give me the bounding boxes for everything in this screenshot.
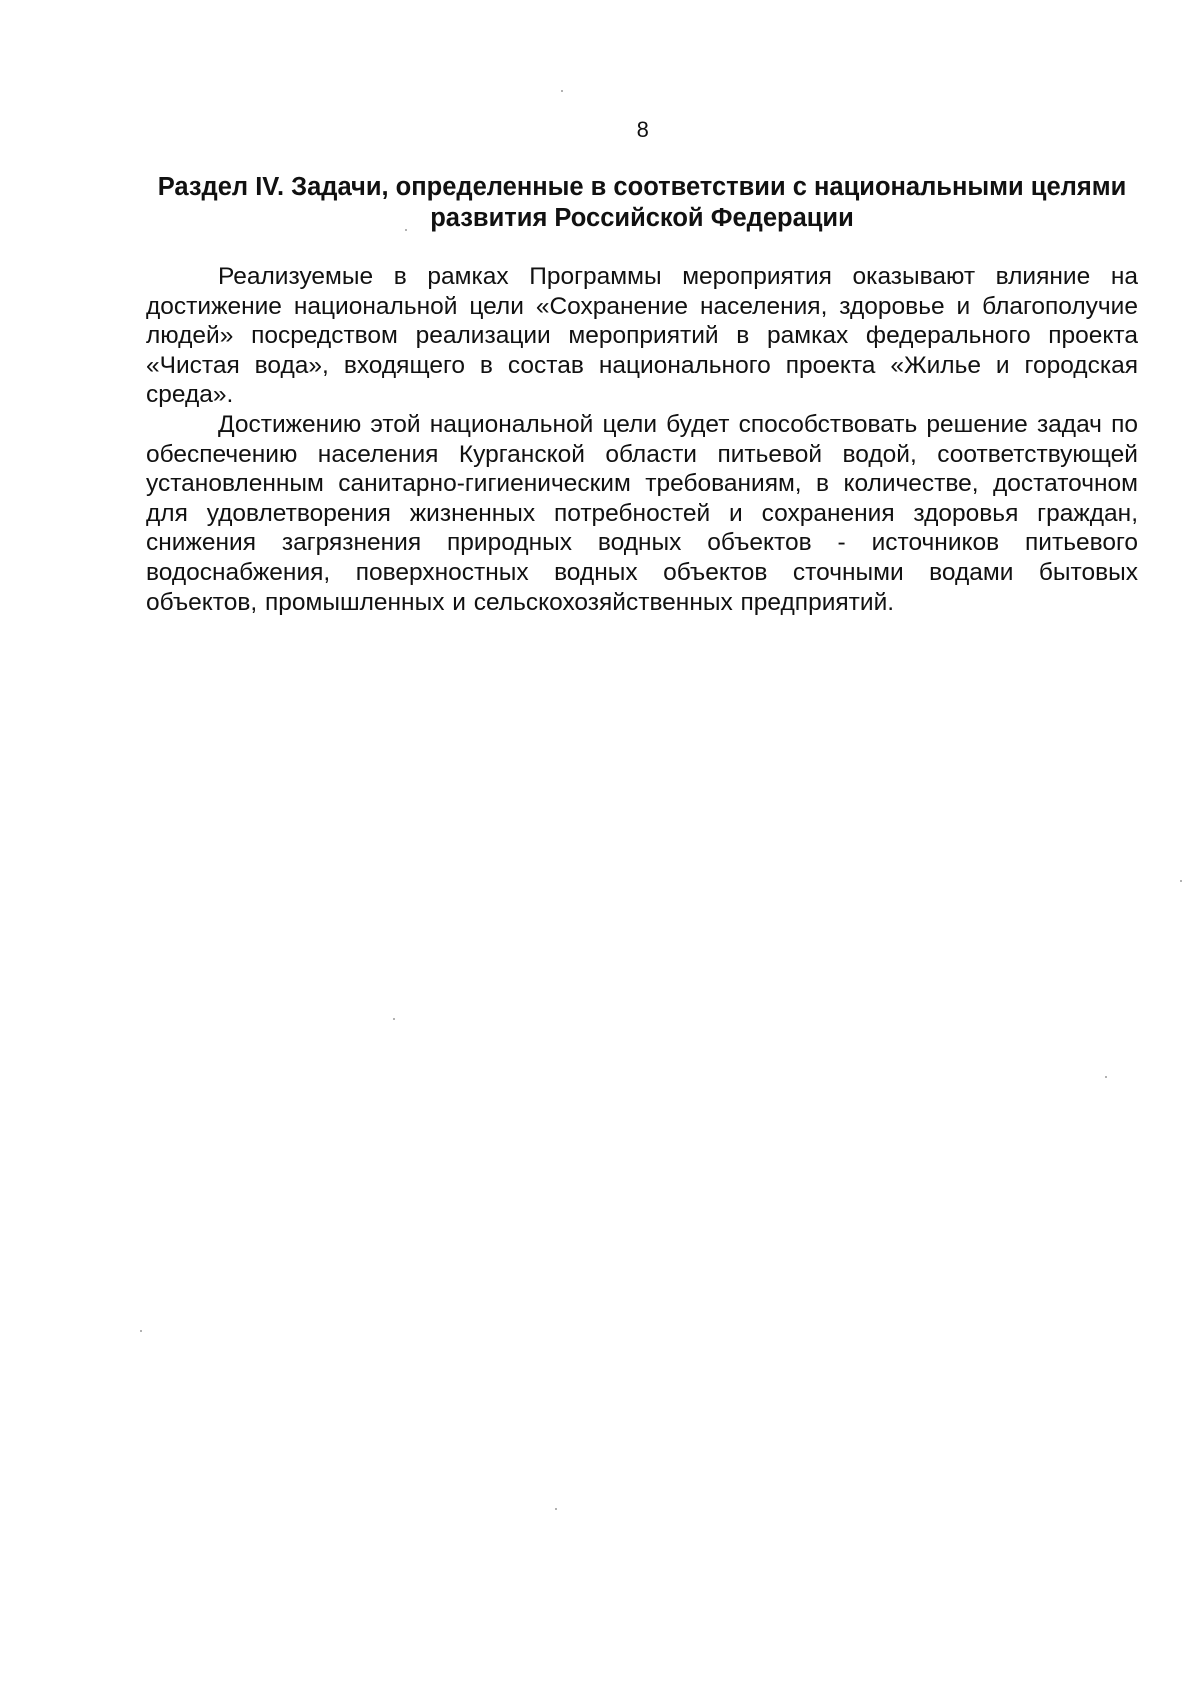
scan-speck bbox=[1105, 1076, 1107, 1078]
section-heading-line-1: Раздел IV. Задачи, определенные в соответствии с национальными целями bbox=[157, 173, 1127, 201]
scan-speck bbox=[1180, 880, 1182, 882]
body-text bbox=[146, 262, 1138, 617]
scan-speck bbox=[555, 1508, 557, 1510]
scan-speck bbox=[561, 90, 563, 92]
scan-speck bbox=[393, 1018, 395, 1020]
paragraph-tasks: Достижению этой национальной цели будет способствовать решение задач по обеспечению населения Курганской области питьевой водой, соответствующей установленным санитарно-гигиеническим требованиям, в количестве, достаточном для удовлетворения жизненных потребностей и сохранения здоровья граждан, снижения загрязнения природных водных объектов - источников питьевого водоснабжения, поверхностных водных объектов сточными водами бытовых объектов, промышленных и сельскохозяйственных предприятий. bbox=[146, 410, 1138, 616]
scan-speck bbox=[405, 229, 407, 231]
paragraph-national-goal: Реализуемые в рамках Программы мероприятия оказывают влияние на достижение национальной цели «Сохранение населения, здоровье и благополучие людей» посредством реализации мероприятий в рамках федерального проекта «Чистая вода», входящего в состав национального проекта «Жилье и городская среда». bbox=[146, 263, 1138, 409]
scan-speck bbox=[140, 1330, 142, 1332]
section-heading-line-2: развития Российской Федерации bbox=[430, 204, 854, 232]
page-number: 8 bbox=[636, 117, 650, 142]
section-heading bbox=[146, 172, 1138, 234]
